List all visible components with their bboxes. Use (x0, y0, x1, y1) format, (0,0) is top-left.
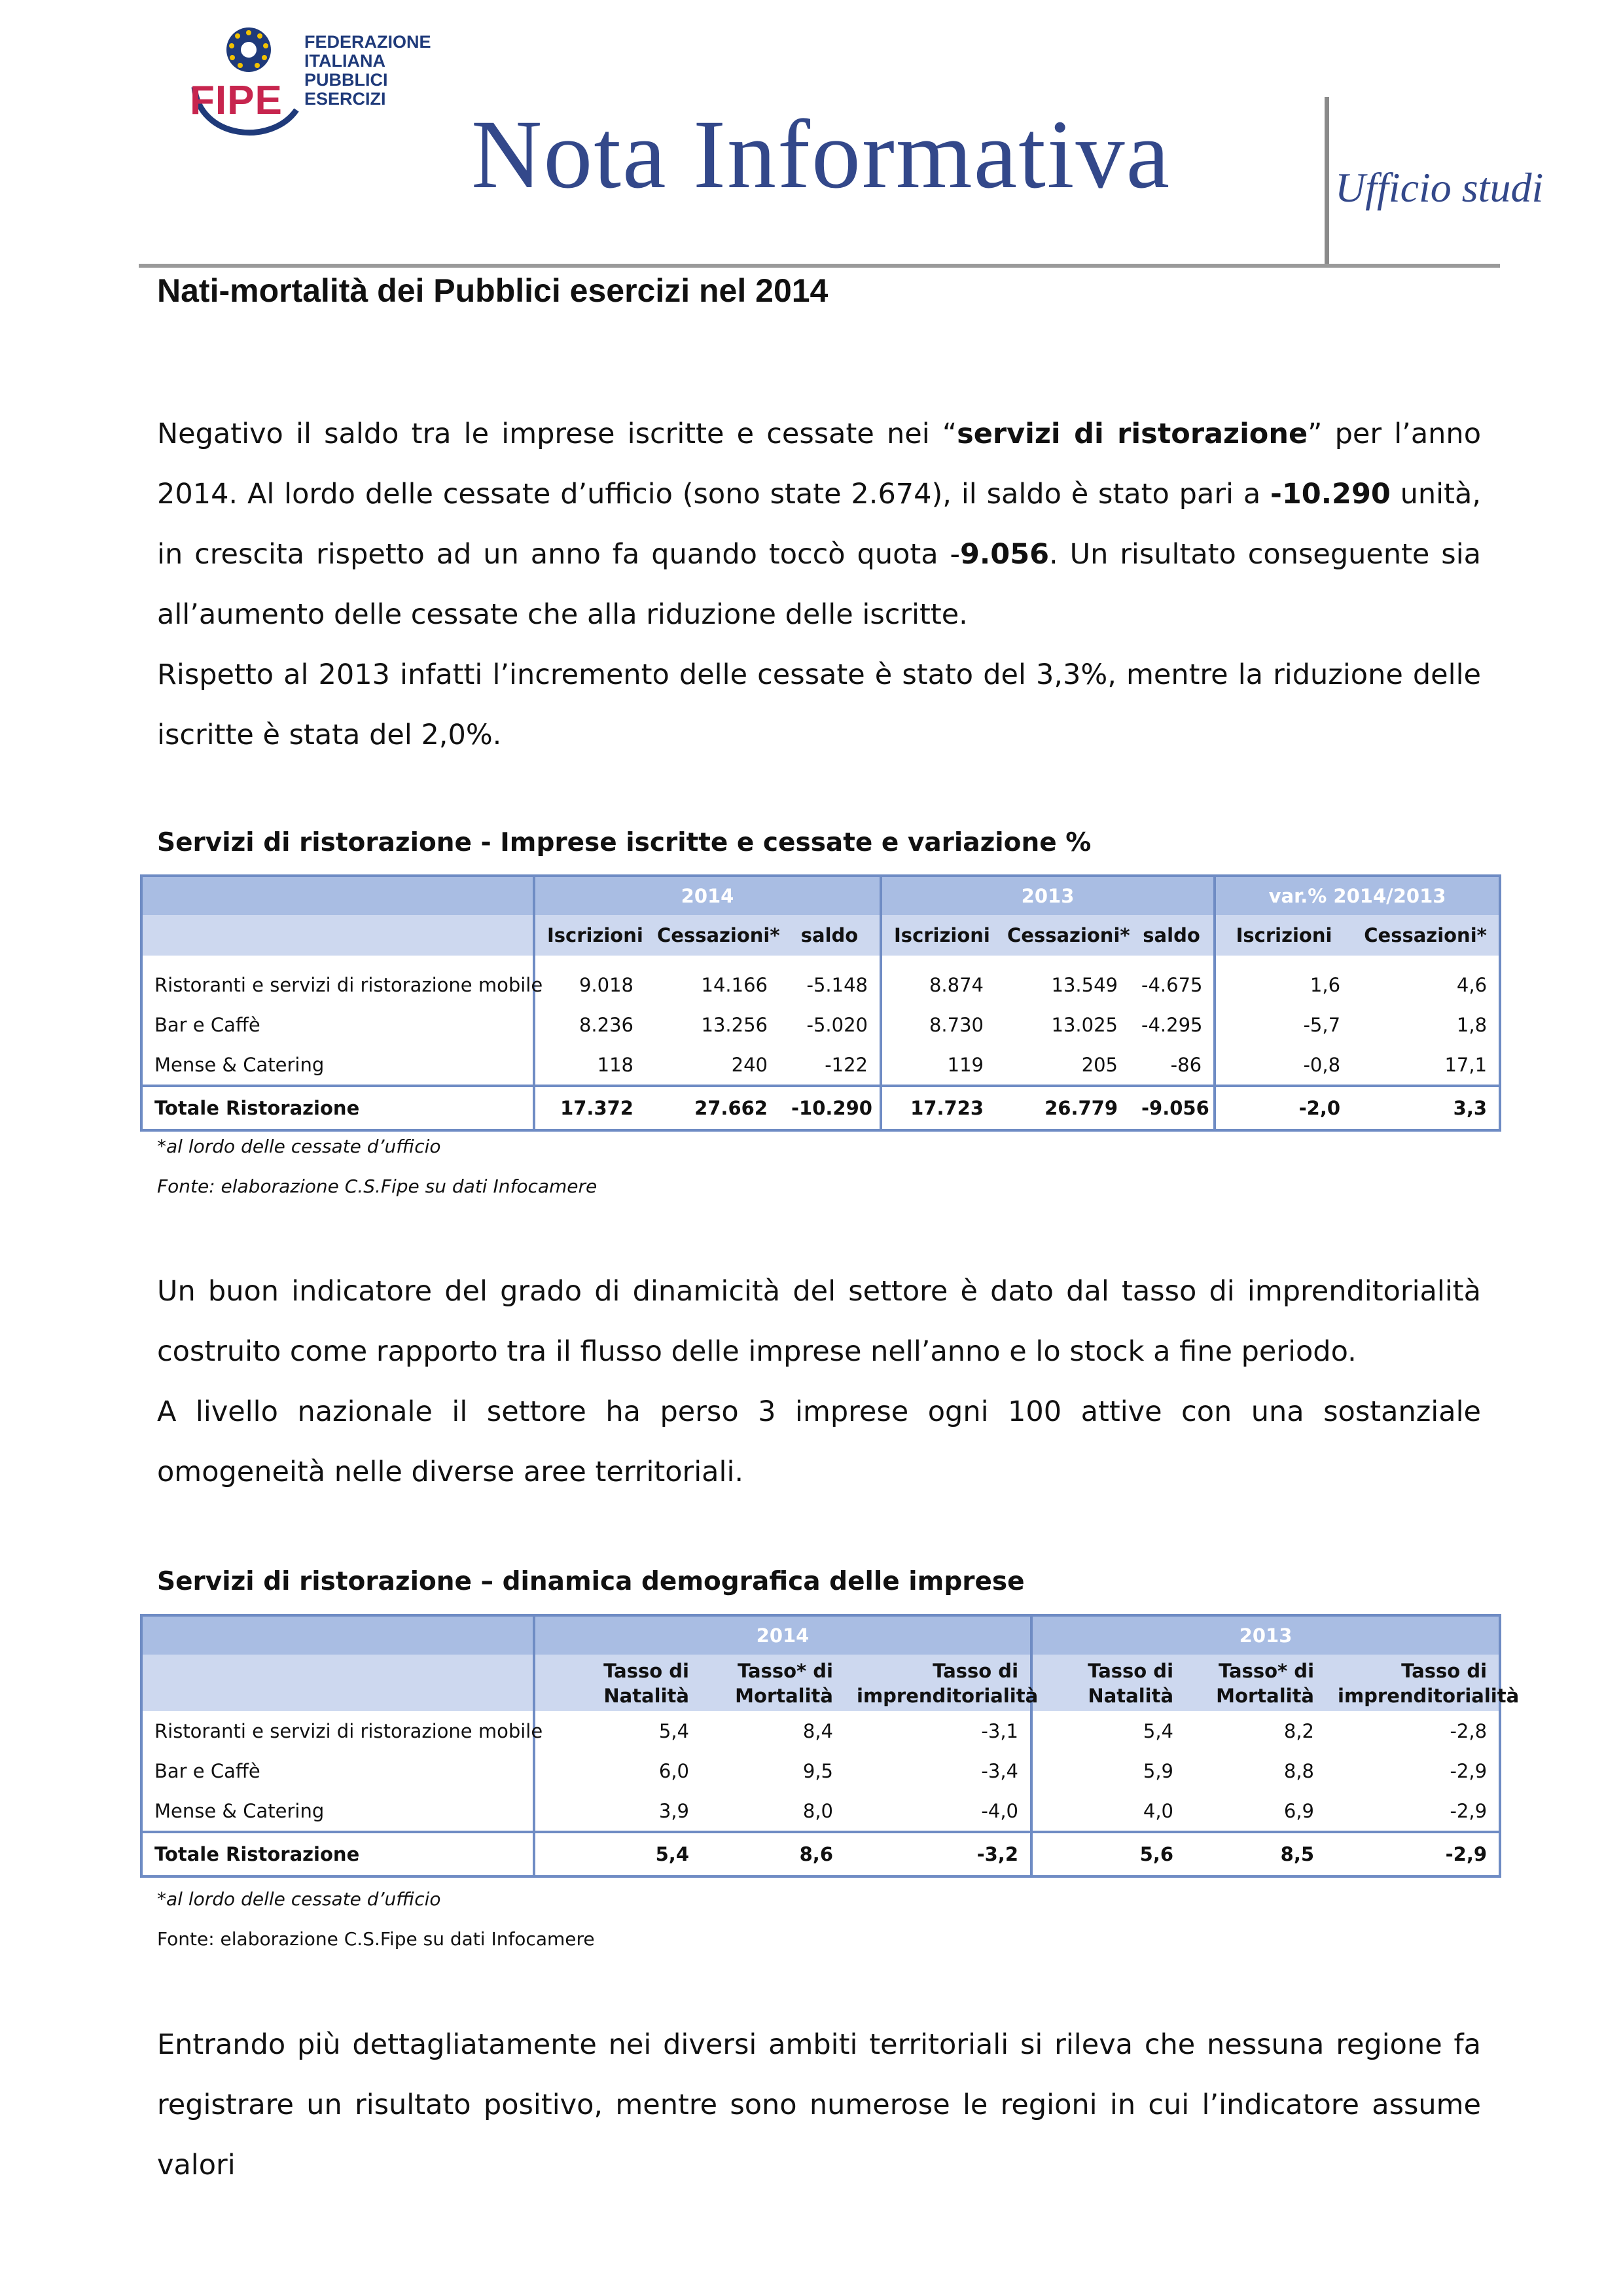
table-cell: -3,4 (981, 1759, 1019, 1782)
column-header: Cessazioni* (995, 915, 1130, 956)
column-header: Iscrizioni (534, 915, 645, 956)
table-cell: 8,6 (701, 1832, 845, 1876)
row-label: Ristoranti e servizi di ristorazione mobile (154, 1719, 543, 1742)
table1-caption: Servizi di ristorazione - Imprese iscritte e cessate e variazione % (157, 828, 1092, 857)
table-row (141, 1791, 1500, 1832)
column-header: saldo (1130, 915, 1215, 956)
table-cell: 26.779 (995, 1086, 1130, 1130)
office-label: Ufficio studi (1335, 164, 1544, 211)
table-cell: -3,1 (981, 1719, 1019, 1742)
row-label: Bar e Caffè (154, 1013, 260, 1036)
table-cell: 240 (731, 1053, 768, 1076)
table-cell: 8.730 (881, 1005, 995, 1045)
table-cell: 3,3 (1352, 1086, 1500, 1130)
table2-caption: Servizi di ristorazione – dinamica demografica delle imprese (157, 1567, 1025, 1596)
paragraph-1: Negativo il saldo tra le imprese iscritte e cessate nei “servizi di ristorazione” per l’anno 2014. Al lordo delle cessate d’ufficio (sono state 2.674), il saldo è stato pari a -10.290 unità, in crescita rispetto ad un anno fa quando toccò quota -9.056. Un risultato conseguente sia all’aumento delle cessate che alla riduzione delle iscritte. (157, 418, 1482, 631)
column-header: Cessazioni* (1352, 915, 1500, 956)
table-cell: 8.874 (881, 965, 995, 1005)
row-label: Totale Ristorazione (141, 1832, 534, 1876)
column-header: Tasso di imprenditorialità (845, 1655, 1031, 1711)
table-cell: 8.236 (534, 1005, 645, 1045)
row-label: Bar e Caffè (154, 1759, 260, 1782)
table-cell: 5,4 (534, 1711, 701, 1751)
table-cell: -10.290 (779, 1086, 881, 1130)
table-row (141, 1711, 1500, 1751)
table-cell: 17.723 (881, 1086, 995, 1130)
table-cell: -2,9 (1450, 1759, 1488, 1782)
total-row (141, 1086, 1500, 1130)
table-cell: 17,1 (1444, 1053, 1488, 1076)
table-cell: -5.148 (806, 973, 868, 996)
column-header: Tasso di Natalità (1031, 1655, 1185, 1711)
table-cell: 5,4 (534, 1832, 701, 1876)
table-cell: 27.662 (645, 1086, 779, 1130)
table1-corner (141, 876, 534, 915)
table1-group-header: 2014 (534, 876, 881, 915)
table-cell: 8,5 (1185, 1832, 1326, 1876)
table-cell: 6,0 (534, 1751, 701, 1791)
table-cell: -5.020 (806, 1013, 868, 1036)
table2-corner (141, 1615, 534, 1655)
table1-group-header: var.% 2014/2013 (1215, 876, 1500, 915)
logo-name: FEDERAZIONE ITALIANA PUBBLICI ESERCIZI (304, 32, 431, 109)
table2-group-header: 2013 (1031, 1615, 1500, 1655)
table-cell: 6,9 (1283, 1799, 1315, 1822)
table-cell: -122 (825, 1053, 868, 1076)
column-header: Iscrizioni (881, 915, 995, 956)
column-header: saldo (779, 915, 881, 956)
table-cell: 4,6 (1456, 973, 1488, 996)
table-cell: 14.166 (701, 973, 768, 996)
column-header: Iscrizioni (1215, 915, 1352, 956)
table-row (141, 1005, 1500, 1045)
table-cell: 5,4 (1031, 1711, 1185, 1751)
table-cell: 118 (534, 1045, 645, 1086)
table-cell: -9.056 (1130, 1086, 1215, 1130)
column-header: Cessazioni* (645, 915, 779, 956)
table-cell: -2,8 (1450, 1719, 1488, 1742)
table1-footnote: *al lordo delle cessate d’ufficio (157, 1136, 441, 1157)
table-cell: 4,0 (1031, 1791, 1185, 1832)
table-cell: -5,7 (1215, 1005, 1352, 1045)
row-label: Totale Ristorazione (141, 1086, 534, 1130)
document-title: Nati-mortalità dei Pubblici esercizi nel 2014 (157, 272, 829, 309)
table-cell: 1,6 (1215, 965, 1352, 1005)
table1-group-header: 2013 (881, 876, 1215, 915)
table-cell: -3,2 (845, 1832, 1031, 1876)
table-cell: 8,2 (1283, 1719, 1315, 1742)
table-dinamica-demografica (140, 1614, 1520, 1878)
table-cell: 13.025 (1051, 1013, 1118, 1036)
table2-group-header: 2014 (534, 1615, 1031, 1655)
column-header: Tasso* di Mortalità (1185, 1655, 1326, 1711)
column-header: Tasso* di Mortalità (701, 1655, 845, 1711)
table-cell: 5,9 (1031, 1751, 1185, 1791)
table-cell: 17.372 (534, 1086, 645, 1130)
table-cell: -0,8 (1215, 1045, 1352, 1086)
table-cell: 1,8 (1456, 1013, 1488, 1036)
table-iscritte-cessate (140, 874, 1501, 1132)
table-cell: -2,9 (1326, 1832, 1500, 1876)
table-cell: 205 (1081, 1053, 1118, 1076)
table-row (141, 965, 1500, 1005)
total-row (141, 1832, 1500, 1876)
table-cell: 3,9 (534, 1791, 701, 1832)
table-cell: 119 (881, 1045, 995, 1086)
header-divider (139, 264, 1500, 268)
table1-source: Fonte: elaborazione C.S.Fipe su dati Infocamere (157, 1175, 597, 1197)
column-header: Tasso di Natalità (534, 1655, 701, 1711)
table-row (141, 1751, 1500, 1791)
table-cell: -2,9 (1450, 1799, 1488, 1822)
table-cell: 8,0 (802, 1799, 833, 1822)
table1-corner (141, 915, 534, 956)
table-cell: 9,5 (802, 1759, 833, 1782)
logo-acronym: FIPE (190, 78, 283, 123)
row-label: Mense & Catering (154, 1053, 325, 1076)
table2-footnote: *al lordo delle cessate d’ufficio (157, 1888, 441, 1910)
header-vertical-rule (1325, 97, 1329, 264)
table-cell: 13.549 (1051, 973, 1118, 996)
table2-source: Fonte: elaborazione C.S.Fipe su dati Infocamere (157, 1928, 595, 1950)
table-cell: -86 (1170, 1053, 1202, 1076)
table-cell: 9.018 (534, 965, 645, 1005)
table-cell: 8,4 (802, 1719, 833, 1742)
table2-corner (141, 1655, 534, 1711)
table-cell: -4.675 (1141, 973, 1203, 996)
table-cell: 5,6 (1031, 1832, 1185, 1876)
table-row (141, 1045, 1500, 1086)
table-cell: -2,0 (1215, 1086, 1352, 1130)
table-cell: 13.256 (701, 1013, 768, 1036)
table-cell: -4,0 (981, 1799, 1019, 1822)
table-cell: -4.295 (1141, 1013, 1203, 1036)
row-label: Mense & Catering (154, 1799, 325, 1822)
row-label: Ristoranti e servizi di ristorazione mobile (154, 973, 543, 996)
paragraph-5: Entrando più dettagliatamente nei diversi ambiti territoriali si rileva che nessuna regione fa registrare un risultato positivo, mentre sono numerose le regioni in cui l’indicatore assume valori (157, 2028, 1481, 2181)
paragraph-4: A livello nazionale il settore ha perso 3 imprese ogni 100 attive con una sostanziale omogeneità nelle diverse aree territoriali. (157, 1395, 1481, 1488)
table-cell: 8,8 (1283, 1759, 1315, 1782)
column-header: Tasso di imprenditorialità (1326, 1655, 1500, 1711)
paragraph-3: Un buon indicatore del grado di dinamicità del settore è dato dal tasso di imprenditorialità costruito come rapporto tra il flusso delle imprese nell’anno e lo stock a fine periodo. (157, 1275, 1481, 1368)
paragraph-2: Rispetto al 2013 infatti l’incremento delle cessate è stato del 3,3%, mentre la riduzione delle iscritte è stata del 2,0%. (157, 658, 1481, 751)
brand-title: Nota Informativa (471, 100, 1171, 209)
